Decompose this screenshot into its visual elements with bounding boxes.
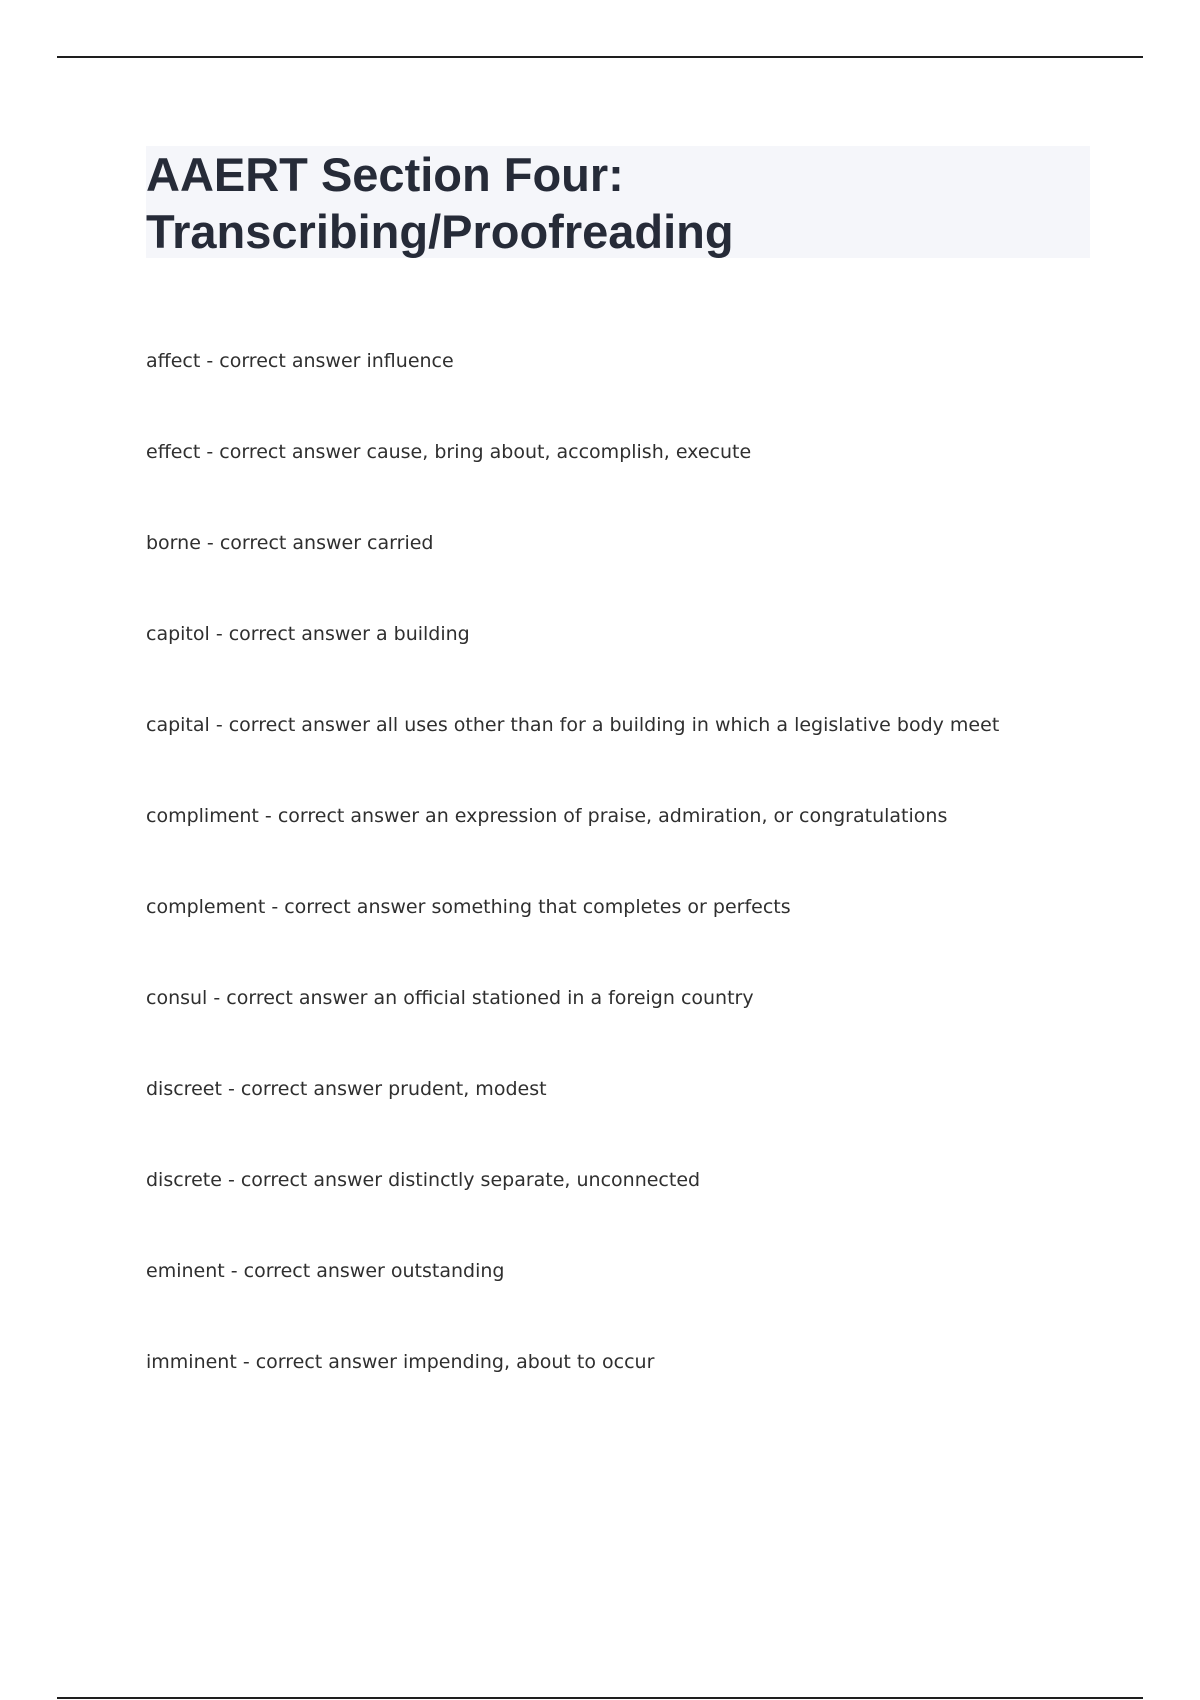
list-item: affect - correct answer influence — [146, 350, 454, 372]
list-item: capitol - correct answer a building — [146, 623, 470, 645]
list-item: imminent - correct answer impending, about to occur — [146, 1351, 655, 1373]
list-item: borne - correct answer carried — [146, 532, 434, 554]
list-item: eminent - correct answer outstanding — [146, 1260, 505, 1282]
top-rule — [57, 56, 1143, 58]
list-item: discreet - correct answer prudent, modest — [146, 1078, 547, 1100]
bottom-rule — [57, 1697, 1143, 1699]
flashcard-list — [146, 342, 1106, 1434]
list-item: discrete - correct answer distinctly separate, unconnected — [146, 1169, 701, 1191]
page-title: AAERT Section Four: Transcribing/Proofreading — [146, 148, 734, 258]
list-item: compliment - correct answer an expression of praise, admiration, or congratulations — [146, 805, 948, 827]
list-item: consul - correct answer an official stationed in a foreign country — [146, 987, 754, 1009]
list-item: complement - correct answer something that completes or perfects — [146, 896, 791, 918]
list-item: effect - correct answer cause, bring about, accomplish, execute — [146, 441, 752, 463]
list-item: capital - correct answer all uses other than for a building in which a legislative body meet — [146, 714, 1000, 736]
title-block — [146, 146, 1090, 258]
